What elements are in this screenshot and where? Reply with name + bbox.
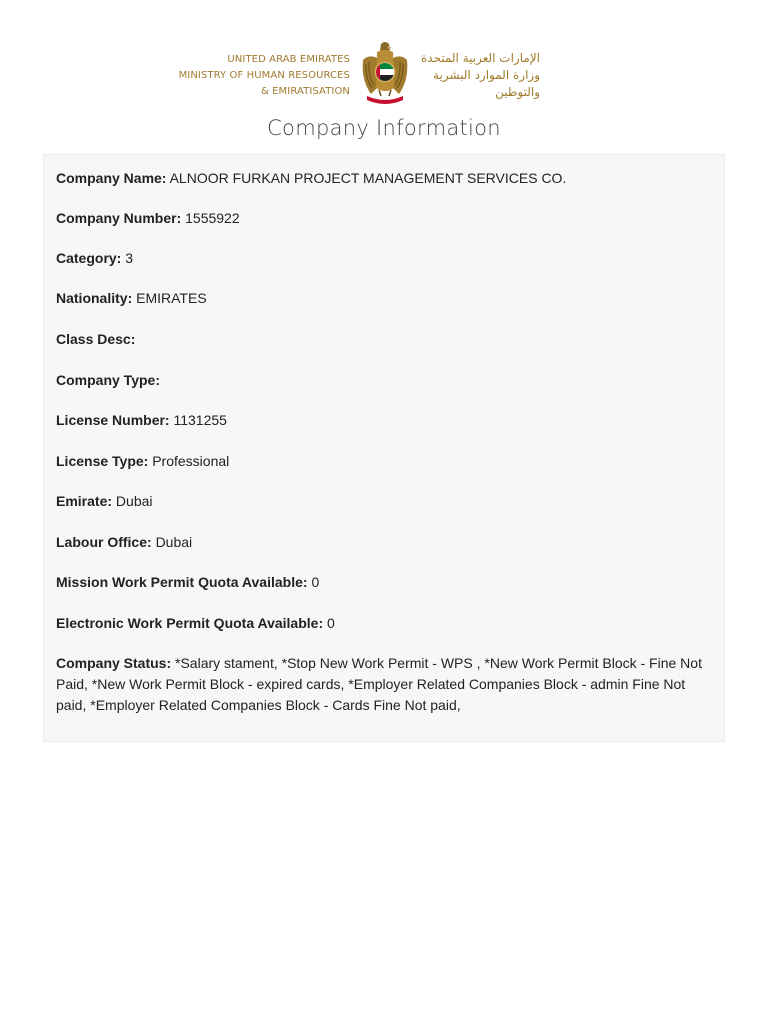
field-value: Professional <box>152 453 230 469</box>
field-value: ALNOOR FURKAN PROJECT MANAGEMENT SERVICES CO. <box>169 170 567 186</box>
logo-ar-line-1: الإمارات العربية المتحدة <box>421 51 540 65</box>
field-value: EMIRATES <box>136 290 207 306</box>
ministry-name-english <box>179 52 350 100</box>
field-label: Labour Office: <box>56 534 152 550</box>
field-label: License Type: <box>56 453 149 469</box>
field-value: Dubai <box>155 534 193 550</box>
ministry-header <box>0 38 768 110</box>
field-value: 0 <box>311 574 320 590</box>
field-class-desc <box>56 329 708 350</box>
field-label: Company Type: <box>56 372 160 388</box>
field-value: 3 <box>125 250 134 266</box>
field-license-number <box>56 410 708 431</box>
field-label: Electronic Work Permit Quota Available: <box>56 615 324 631</box>
field-electronic-work-permit-quota <box>56 613 708 634</box>
field-emirate <box>56 491 708 512</box>
field-license-type <box>56 451 708 472</box>
field-value: 0 <box>327 615 335 631</box>
field-value: 1555922 <box>185 210 240 226</box>
field-label: Emirate: <box>56 493 113 509</box>
company-info-panel <box>43 154 725 742</box>
logo-ar-line-3: والتوطين <box>495 85 540 99</box>
ministry-name-arabic <box>421 50 540 101</box>
field-label: Category: <box>56 250 122 266</box>
field-company-name <box>56 168 708 189</box>
field-value: *Salary stament, *Stop New Work Permit - WPS , *New Work Permit Block - Fine Not Paid, *New Work Permit Block - expired cards, *Employer Related Companies Block - admin Fine Not paid, *Employer Related Companies Block - Cards Fine Not paid, <box>56 655 702 713</box>
field-company-number <box>56 208 708 229</box>
logo-en-line-2: MINISTRY OF HUMAN RESOURCES <box>178 70 350 81</box>
page-title: Company Information <box>267 116 501 140</box>
logo-en-line-3: & EMIRATISATION <box>260 86 350 97</box>
field-category <box>56 248 708 269</box>
field-label: Mission Work Permit Quota Available: <box>56 574 308 590</box>
field-labour-office <box>56 532 708 553</box>
field-label: Nationality: <box>56 290 133 306</box>
field-label: License Number: <box>56 412 170 428</box>
uae-eagle-emblem-icon <box>359 40 411 106</box>
field-company-type <box>56 370 708 391</box>
field-mission-work-permit-quota <box>56 572 708 593</box>
field-value: 1131255 <box>173 412 227 428</box>
field-nationality <box>56 288 708 309</box>
field-company-status <box>56 653 708 716</box>
logo-ar-line-2: وزارة الموارد البشرية <box>433 68 540 82</box>
logo-en-line-1: UNITED ARAB EMIRATES <box>227 54 350 65</box>
field-label: Company Status: <box>56 655 172 671</box>
field-value: Dubai <box>115 493 153 509</box>
field-label: Class Desc: <box>56 331 136 347</box>
field-label: Company Number: <box>56 210 182 226</box>
field-label: Company Name: <box>56 170 167 186</box>
